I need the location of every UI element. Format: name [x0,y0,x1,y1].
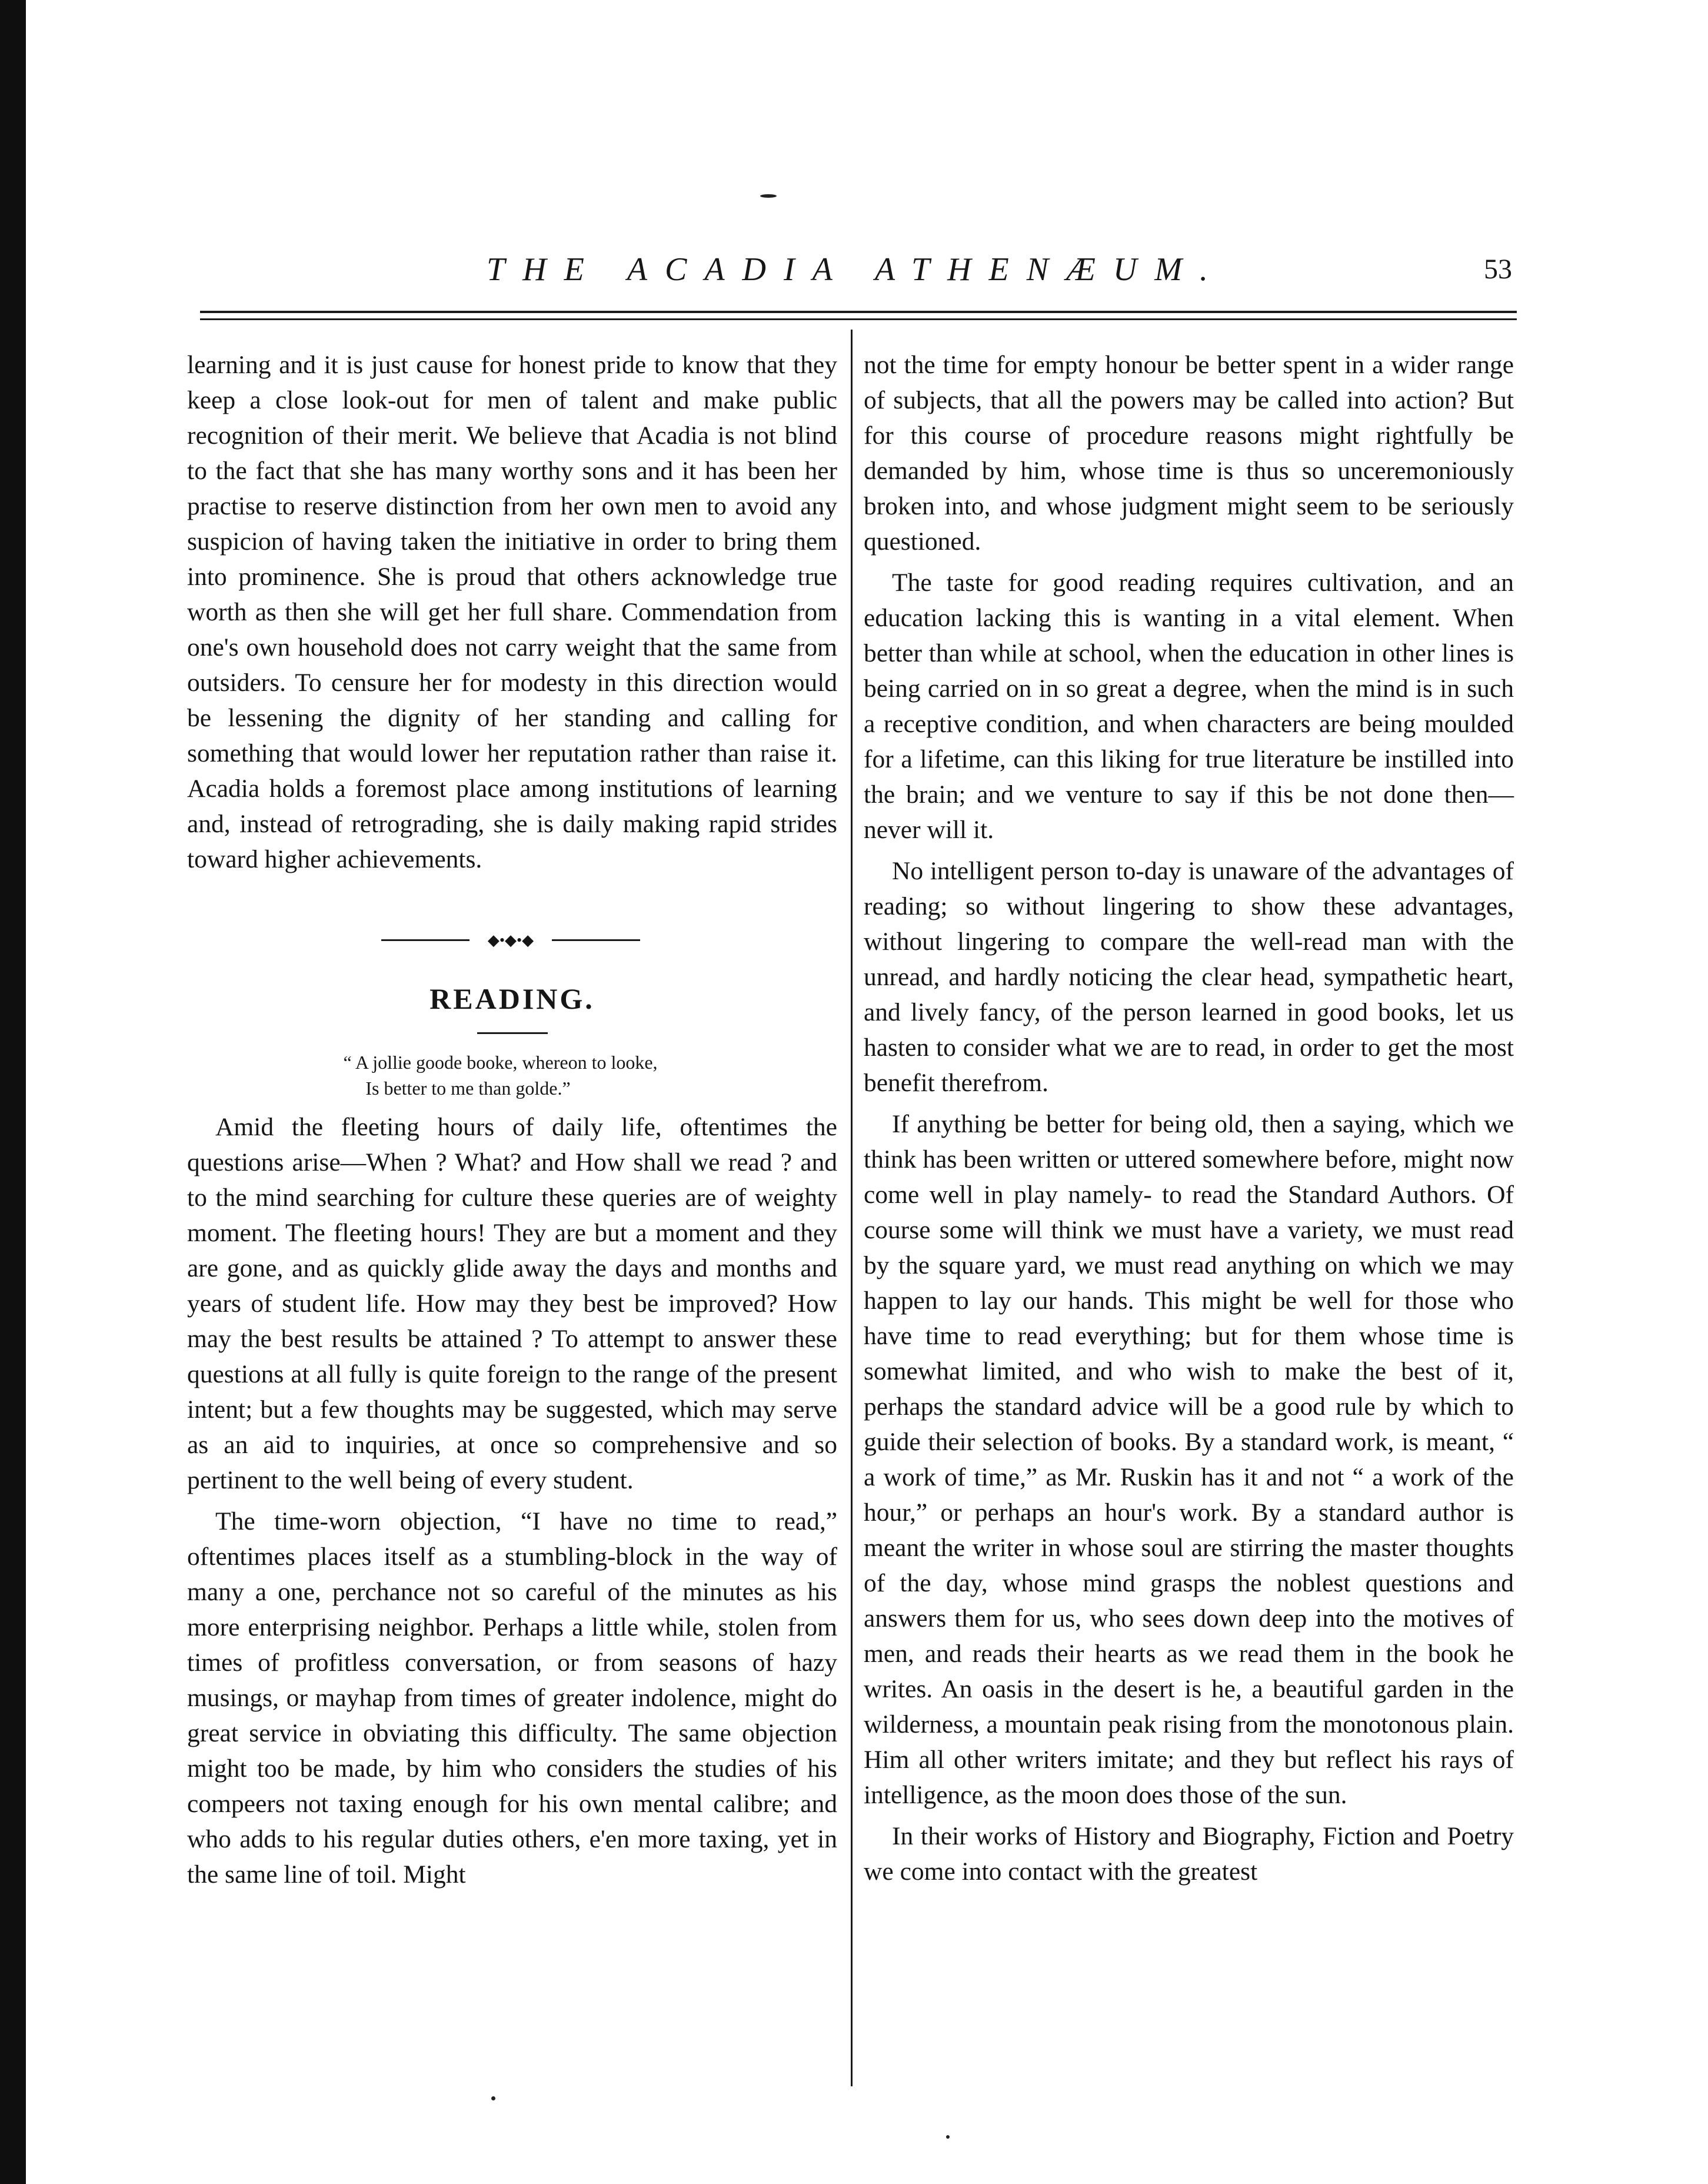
ornament-glyph: ◆•◆•◆ [487,932,534,949]
continued-paragraph: not the time for empty honour be better spent in a wider range of subjects, that all the powers may be called into action? But for this course of procedure reasons might rightfully be demanded by him, whose time is thus so unceremoniously broken into, and whose judgment might seem to be seriously questioned. [864,351,1514,556]
print-speck [491,2096,495,2100]
epigraph [187,1049,837,1101]
column-divider [851,330,853,2086]
body-paragraph: The time-worn objection, “I have no time to read,” oftentimes places itself as a stumbling-block in the way of many a one, perchance not so careful of the minutes as his more enterprising neighbor. Perhaps a little while, stolen from times of profitless conversation, or from seasons of hazy musings, or mayhap from times of greater indolence, might do great service in obviating this difficulty. The same objection might too be made, by him who considers the studies of his compeers not taxing enough for his own mental calibre; and who adds to his regular duties others, e'en more taxing, yet in the same line of toil. Might [187,1507,837,1889]
ornament-line-left [381,939,470,941]
left-column [187,347,837,2089]
page-binding-edge [0,0,26,2184]
body-paragraph: No intelligent person to-day is unaware of the advantages of reading; so without lingering to show these advantages, without lingering to compare the well-read man with the unread, and hardly noticing the clear head, sympathetic heart, and lively fancy, of the person learned in good books, let us hasten to consider what we are to read, in order to get the most benefit therefrom. [864,857,1514,1097]
heading-rule [477,1032,548,1034]
page-number: 53 [1484,254,1512,285]
continued-paragraph: learning and it is just cause for honest pride to know that they keep a close look-out for men of talent and make public recognition of their merit. We believe that Acadia is not blind to the fact that she has many worthy sons and it has been her practise to reserve distinction from her own men to avoid any suspicion of having taken the initiative in order to bring them into prominence. She is proud that others acknowledge true worth as then she will get her full share. Commendation from one's own household does not carry weight that the same from outsiders. To censure her for modesty in this direction would be lessening the dignity of her standing and calling for something that would lower her reputation rather than raise it. Acadia holds a foremost place among institutions of learning and, instead of retrograding, she is daily making rapid strides toward higher achievements. [187,351,837,873]
right-column [864,347,1514,2089]
section-heading: READING. [430,982,595,1015]
ornament-line-right [552,939,640,941]
body-paragraph: Amid the fleeting hours of daily life, oftentimes the questions arise—When ? What? and How shall we read ? and to the mind searching for culture these queries are of weighty moment. The fleeting hours! They are but a moment and they are gone, and as quickly glide away the days and months and years of student life. How may they best be improved? How may the best results be attained ? To attempt to answer these questions at all fully is quite foreign to the range of the present intent; but a few thoughts may be suggested, which may serve as an aid to inquiries, at once so comprehensive and so pertinent to the well being of every student. [187,1113,837,1494]
print-speck [946,2135,950,2139]
section-ornament [187,923,837,958]
epigraph-line: Is better to me than golde.” [365,1078,571,1099]
header-rule-bottom [200,318,1517,320]
page-header [200,240,1512,299]
body-paragraph: In their works of History and Biography, Fiction and Poetry we come into contact with the greatest [864,1822,1514,1886]
body-paragraph: If anything be better for being old, then a saying, which we think has been written or uttered somewhere before, might now come well in play namely- to read the Standard Authors. Of course some will think we must have a variety, we must read by the square yard, we must read anything on which we may happen to lay our hands. This might be well for those who have time to read everything; but for them whose time is somewhat limited, and who wish to make the best of it, perhaps the standard advice will be a good rule by which to guide their selection of books. By a standard work, is meant, “ a work of time,” as Mr. Ruskin has it and not “ a work of the hour,” or perhaps an hour's work. By a standard author is meant the writer in whose soul are stirring the master thoughts of the day, whose mind grasps the noblest questions and answers them for us, who sees down deep into the motives of men, and reads their hearts as we read them in the book he writes. An oasis in the desert is he, a beautiful garden in the wilderness, a mountain peak rising from the monotonous plain. Him all other writers imitate; and they but reflect his rays of intelligence, as the moon does those of the sun. [864,1110,1514,1809]
print-speck [760,194,777,198]
journal-title: THE ACADIA ATHENÆUM. [487,251,1226,288]
body-paragraph: The taste for good reading requires cultivation, and an education lacking this is wanting in a vital element. When better than while at school, when the education in other lines is being carried on in so great a degree, when the mind is in such a receptive condition, and when characters are being moulded for a lifetime, can this liking for true literature be instilled into the brain; and we venture to say if this be not done then—never will it. [864,569,1514,844]
header-rule-top [200,311,1517,313]
epigraph-line: “ A jollie goode booke, whereon to looke, [343,1052,658,1073]
